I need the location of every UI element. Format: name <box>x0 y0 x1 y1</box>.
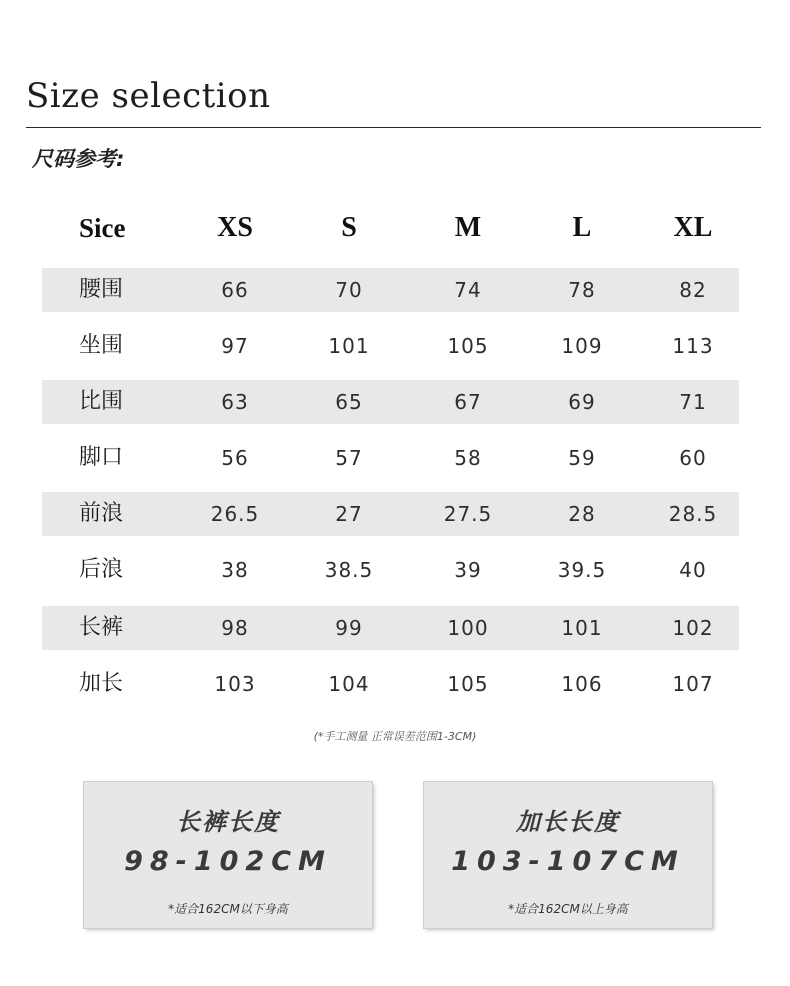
table-cell: 38.5 <box>324 558 374 582</box>
column-header-m: M <box>454 212 482 243</box>
table-header-row <box>42 200 739 256</box>
length-card-regular <box>84 782 372 928</box>
table-cell: 70 <box>335 278 363 302</box>
row-label: 比围 <box>79 389 124 414</box>
table-row <box>42 492 739 536</box>
row-label: 加长 <box>79 671 124 696</box>
table-cell: 109 <box>561 334 603 358</box>
table-cell: 63 <box>221 390 249 414</box>
table-row <box>42 268 739 312</box>
table-cell: 60 <box>679 446 707 470</box>
table-cell: 71 <box>679 390 707 414</box>
table-cell: 100 <box>447 616 489 640</box>
table-cell: 39 <box>454 558 482 582</box>
table-cell: 67 <box>454 390 482 414</box>
table-cell: 105 <box>447 334 489 358</box>
table-cell: 102 <box>672 616 714 640</box>
table-cell: 101 <box>561 616 603 640</box>
table-cell: 56 <box>221 446 249 470</box>
table-cell: 38 <box>221 558 249 582</box>
table-cell: 106 <box>561 672 603 696</box>
row-label: 长裤 <box>79 615 124 640</box>
table-cell: 74 <box>454 278 482 302</box>
table-cell: 27 <box>335 502 363 526</box>
row-label: 腰围 <box>79 277 124 302</box>
table-cell: 57 <box>335 446 363 470</box>
table-row <box>42 606 739 650</box>
table-cell: 97 <box>221 334 249 358</box>
table-row <box>42 324 739 368</box>
column-header-s: S <box>341 212 357 243</box>
table-cell: 107 <box>672 672 714 696</box>
table-cell: 66 <box>221 278 249 302</box>
card-range: 103-107CM <box>451 846 685 877</box>
row-label: 前浪 <box>79 501 124 526</box>
table-cell: 58 <box>454 446 482 470</box>
row-label: 后浪 <box>79 557 124 582</box>
table-row <box>42 662 739 706</box>
table-cell: 99 <box>335 616 363 640</box>
table-cell: 104 <box>328 672 370 696</box>
length-card-long <box>424 782 712 928</box>
table-cell: 28.5 <box>668 502 718 526</box>
table-cell: 78 <box>568 278 596 302</box>
table-cell: 26.5 <box>210 502 260 526</box>
section-subtitle: 尺码参考: <box>32 147 125 171</box>
table-cell: 59 <box>568 446 596 470</box>
card-title: 长裤长度 <box>176 808 280 836</box>
card-title: 加长长度 <box>516 808 620 836</box>
table-cell: 40 <box>679 558 707 582</box>
card-range: 98-102CM <box>124 846 332 877</box>
table-cell: 39.5 <box>557 558 607 582</box>
table-cell: 82 <box>679 278 707 302</box>
table-row <box>42 548 739 592</box>
card-note: *适合162CM以上身高 <box>508 902 628 916</box>
table-cell: 105 <box>447 672 489 696</box>
measurement-note: (*手工测量 正常误差范围1-3CM) <box>313 730 477 743</box>
table-cell: 28 <box>568 502 596 526</box>
column-header-sice: Sice <box>79 213 126 243</box>
table-cell: 69 <box>568 390 596 414</box>
table-row <box>42 380 739 424</box>
table-cell: 98 <box>221 616 249 640</box>
row-label: 脚口 <box>79 445 124 470</box>
page-title: Size selection <box>26 76 271 116</box>
column-header-xl: XL <box>673 212 713 243</box>
card-note: *适合162CM以下身高 <box>168 902 288 916</box>
table-cell: 113 <box>672 334 714 358</box>
column-header-l: L <box>572 212 592 243</box>
table-cell: 103 <box>214 672 256 696</box>
table-cell: 27.5 <box>443 502 493 526</box>
table-row <box>42 436 739 480</box>
table-cell: 101 <box>328 334 370 358</box>
column-header-xs: XS <box>217 212 253 243</box>
table-cell: 65 <box>335 390 363 414</box>
row-label: 坐围 <box>79 333 124 358</box>
size-table <box>42 200 739 706</box>
title-divider <box>26 127 761 128</box>
